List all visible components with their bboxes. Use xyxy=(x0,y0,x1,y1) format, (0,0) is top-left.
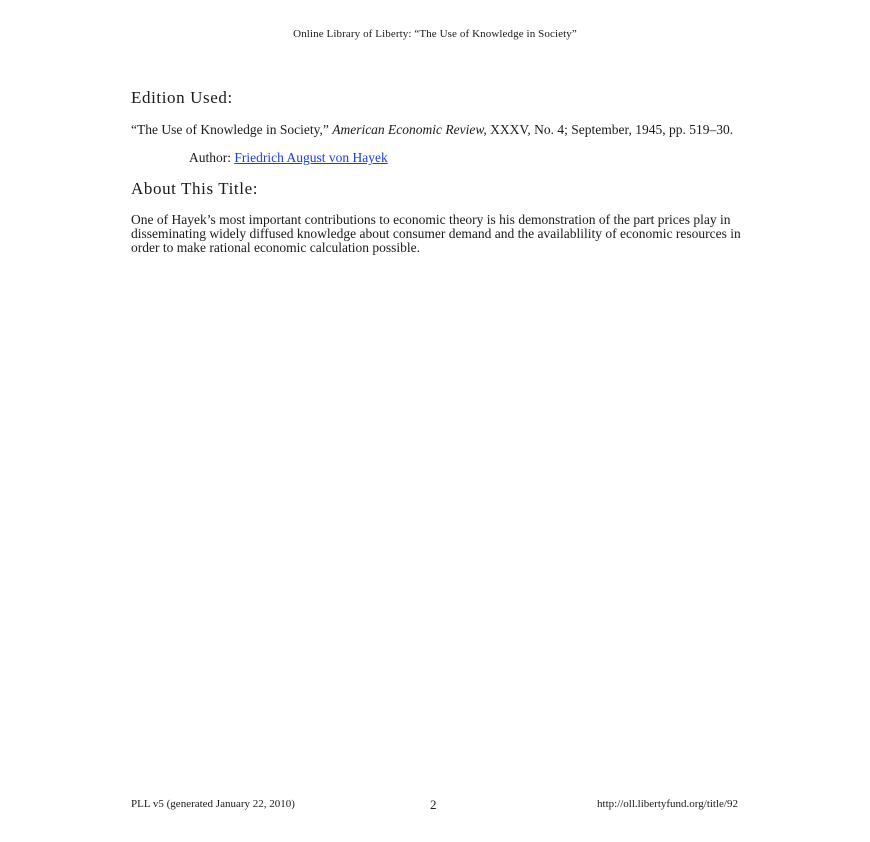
edition-heading: Edition Used: xyxy=(131,88,233,107)
footer-page-number: 2 xyxy=(430,797,437,812)
page-content xyxy=(131,88,741,255)
footer-url: http://oll.libertyfund.org/title/92 xyxy=(597,798,738,810)
about-description: One of Hayek’s most important contributions to economic theory is his demonstration of the part prices play in disseminating widely diffused knowledge about consumer demand and the availablility of economic resources in order to make rational economic calculation possible. xyxy=(131,212,741,255)
author-line xyxy=(189,150,741,165)
citation-details: XXXV, No. 4; September, 1945, pp. 519–30. xyxy=(486,122,734,137)
about-heading: About This Title: xyxy=(131,179,259,198)
edition-citation xyxy=(131,123,741,137)
author-label: Author: xyxy=(189,150,235,165)
footer-generated: PLL v5 (generated January 22, 2010) xyxy=(131,798,295,810)
citation-journal: American Economic Review, xyxy=(332,122,487,137)
page-footer xyxy=(131,798,738,814)
citation-title: “The Use of Knowledge in Society,” xyxy=(131,122,333,137)
running-header: Online Library of Liberty: “The Use of Knowledge in Society” xyxy=(293,28,577,40)
author-link[interactable]: Friedrich August von Hayek xyxy=(234,150,388,165)
